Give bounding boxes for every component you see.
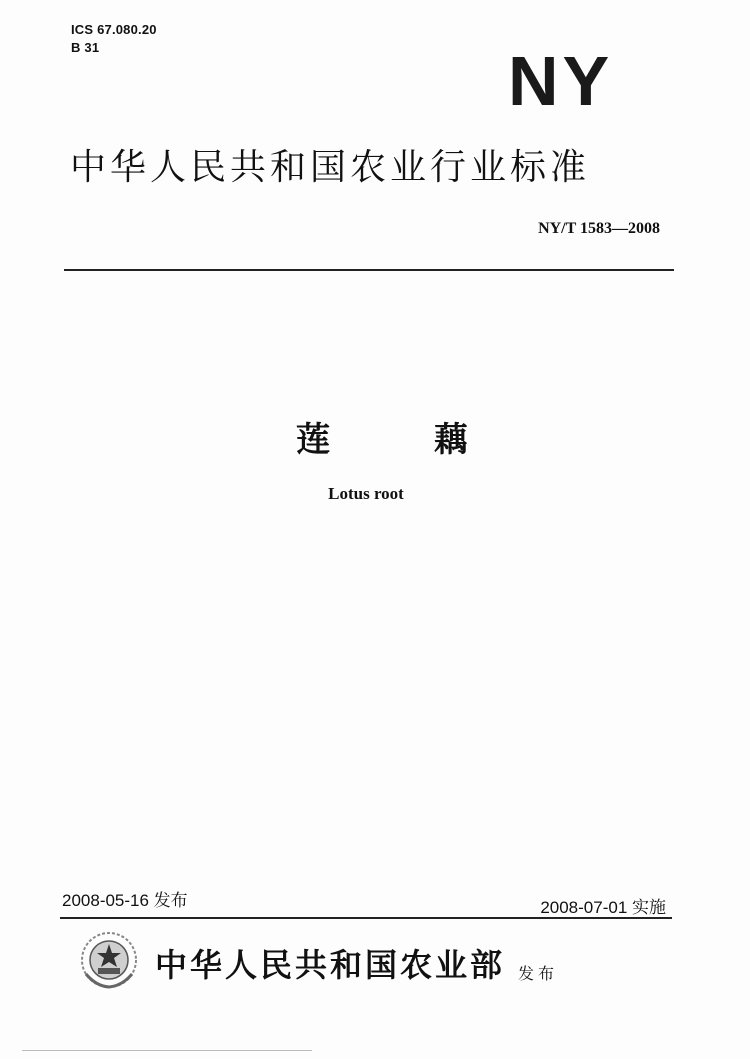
scan-edge-line bbox=[22, 1050, 312, 1051]
header-divider bbox=[64, 269, 674, 271]
classification-codes bbox=[71, 21, 157, 57]
ccs-code: B 31 bbox=[71, 40, 100, 55]
footer-divider bbox=[60, 917, 672, 919]
issue-date: 2008-05-16 发布 bbox=[62, 891, 188, 910]
issuing-authority: 中华人民共和国农业部 bbox=[155, 946, 506, 984]
document-title-chinese: 莲 藕 bbox=[296, 420, 514, 460]
implementation-date: 2008-07-01 实施 bbox=[540, 898, 666, 917]
standard-number: NY/T 1583—2008 bbox=[538, 220, 660, 237]
national-emblem-icon bbox=[76, 930, 142, 990]
ics-code: ICS 67.080.20 bbox=[71, 22, 157, 37]
document-title-english: Lotus root bbox=[328, 484, 404, 503]
publish-label: 发布 bbox=[518, 964, 559, 983]
standard-category-title: 中华人民共和国农业行业标准 bbox=[70, 147, 591, 188]
ny-logo: NY bbox=[508, 42, 614, 120]
